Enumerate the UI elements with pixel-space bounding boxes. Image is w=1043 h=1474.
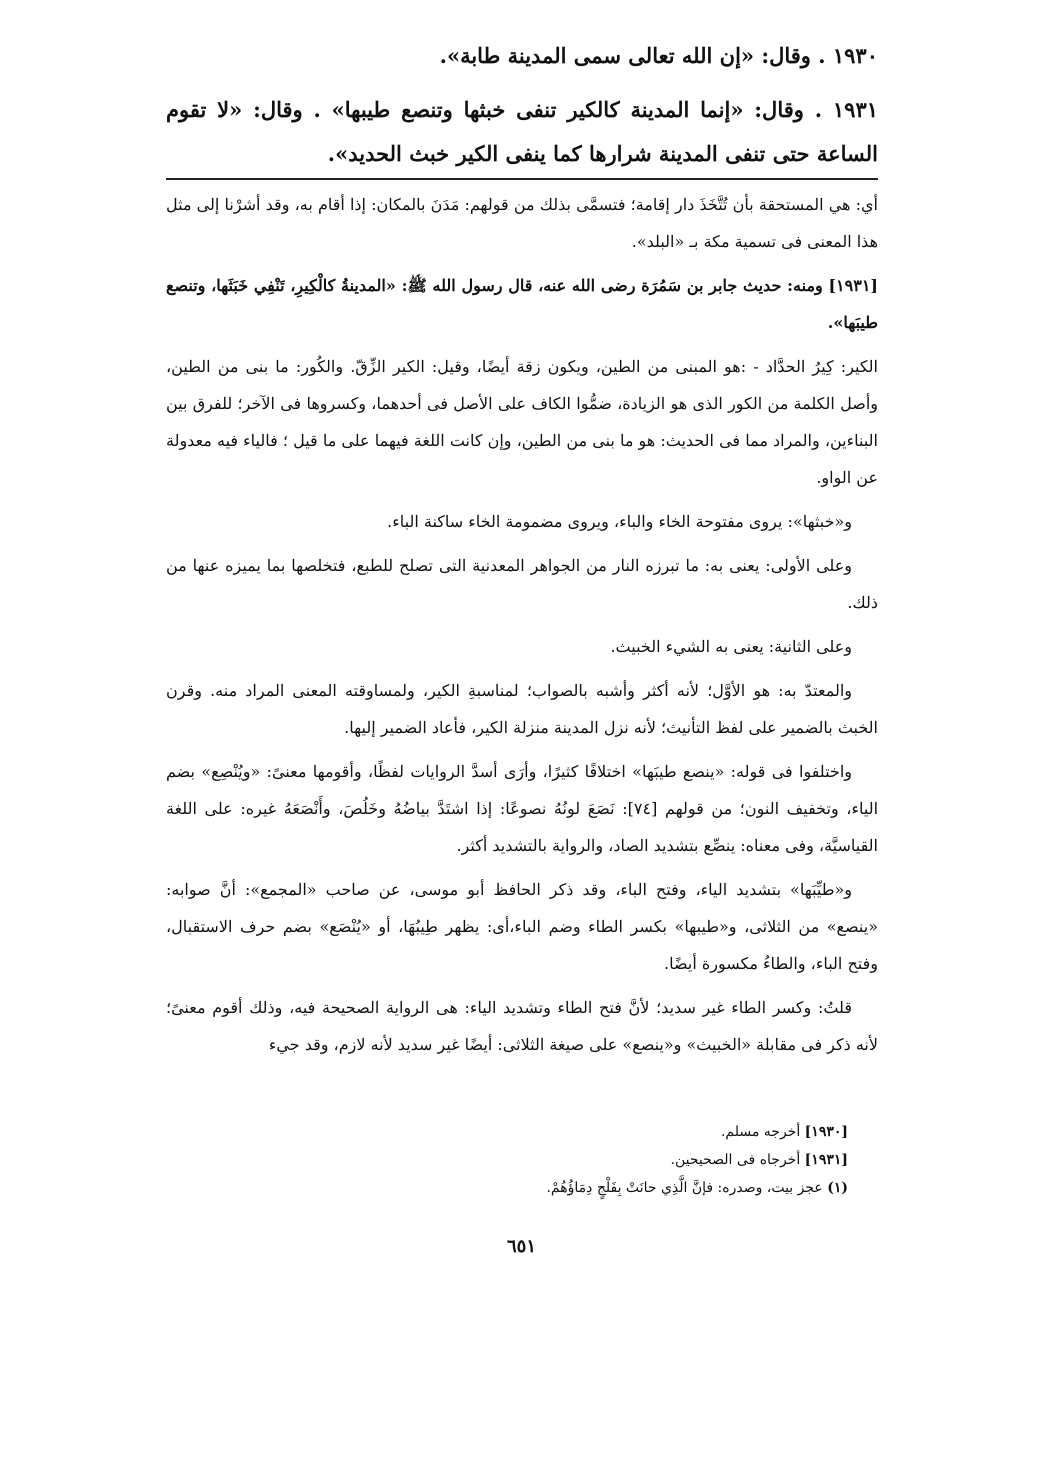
footnote xyxy=(166,1118,878,1146)
footnote-ref: [١٩٣١] xyxy=(804,1152,848,1168)
footnote-ref: [١٩٣٠] xyxy=(804,1124,848,1140)
commentary-paragraph: وعلى الأولى: يعنى به: ما تبرزه النار من الجواهر المعدنية التى تصلح للطبع، فتخلصها بما يميزه عنها من ذلك. xyxy=(166,556,878,612)
commentary-paragraph: و«طيِّبَها» بتشديد الياء، وفتح الباء، وقد ذكر الحافظ أبو موسى، عن صاحب «المجمع»: أنَّ صوابه: «ينصع» من الثلاثى، و«طيبها» بكسر الطاء وضم الباء،أى: يظهر طِيبُهَا، أو «يُنْصَع» بضم حرف الاستقبال، وفتح الباء، والطاءُ مكسورة أيضًا. xyxy=(166,880,878,973)
commentary-paragraph: وعلى الثانية: يعنى به الشيء الخبيث. xyxy=(610,637,852,656)
commentary-paragraph: و«خبثها»: يروى مفتوحة الخاء والباء، ويروى مضمومة الخاء ساكنة الباء. xyxy=(387,512,852,531)
commentary-paragraph: الكير: كِيرُ الحدَّاد - :هو المبنى من الطين، ويكون زقة أيضًا، وقيل: الكير الزِّقّ. والكُور: ما بنى من الطين، وأصل الكلمة من الكور الذى هو الزيادة، ضمُّوا الكاف على الأصل فى أحدهما، وكسروها فى الآخر؛ للفرق بين البناءين، والمراد مما فى الحديث: هو ما بنى من الطين، وإن كانت اللغة فيهما على ما قيل ؛ فالياء فيه معدولة عن الواو. xyxy=(166,357,879,487)
commentary-paragraph: واختلفوا فى قوله: «ينصع طيبَها» اختلافًا كثيرًا، وأرَى أسدَّ الروايات لفظًا، وأقومها معنىً: «ويُنْصِع» بضم الياء، وتخفيف النون؛ من قولهم [٧٤]: نَصَعَ لونُهُ نصوعًا: إذا اشتَدَّ بياضُهُ وخَلُصَ، وأَنْصَعَهُ غيره: على اللغة القياسيَّة، وفى معناه: ينصِّع بتشديد الصاد، والرواية بالتشديد أكثر. xyxy=(166,762,879,855)
footnote-text: أخرجاه فى الصحيحين. xyxy=(670,1152,801,1168)
footnote-text: أخرجه مسلم. xyxy=(720,1124,801,1140)
footnote-ref: (١) xyxy=(827,1180,848,1196)
section-divider xyxy=(166,178,878,180)
page-number: ٦٥١ xyxy=(506,1236,536,1257)
hadith-text: وقال: «إن الله تعالى سمى المدينة طابة». xyxy=(439,43,811,68)
commentary-paragraph: أي: هي المستحقة بأن تُتَّخَذَ دار إقامة؛ فتسمَّى بذلك من قولهم: مَدَنَ بالمكان: إذا أقام به، وقد أشرْنا إلى مثل هذا المعنى فى تسمية مكة بـ «البلد». xyxy=(166,195,878,251)
hadith-number: ١٩٣١ xyxy=(832,97,879,122)
commentary-paragraph: والمعتدّ به: هو الأوَّل؛ لأنه أكثر وأشبه بالصواب؛ لمناسبةِ الكير، ولمساوقته المعنى المراد منه. وقرن الخبث بالضمير على لفظ التأنيث؛ لأنه نزل المدينة منزلة الكير، فأعاد الضمير إليها. xyxy=(166,681,878,737)
footnote xyxy=(166,1174,878,1202)
footnote-text: عجز بيت، وصدره: فإنَّ الَّذِي حانَتْ بِفَلْجٍ دِمَاؤُهُمْ. xyxy=(546,1180,823,1196)
hadith-number: ١٩٣٠ xyxy=(832,43,878,68)
hadith-text: وقال: «إنما المدينة كالكير تنفى خبثها وتنصع طيبها» . وقال: «لا تقوم الساعة حتى تنفى المدينة شرارها كما ينفى الكير خبث الحديد». xyxy=(166,97,878,166)
footnote xyxy=(166,1146,878,1174)
hadith-1931 xyxy=(166,88,878,176)
footnotes xyxy=(166,1118,878,1202)
commentary-paragraph: قلتُ: وكسر الطاء غير سديد؛ لأنَّ فتح الطاء وتشديد الياء: هى الرواية الصحيحة فيه، وذلك أقوم معنىً؛ لأنه ذكر فى مقابلة «الخبيث» و«ينصع» على صيغة الثلاثى: أيضًا غير سديد لأنه لازم، وقد جيء xyxy=(166,998,878,1054)
hadith-separator: . xyxy=(814,97,823,122)
hadith-1930 xyxy=(166,34,878,78)
commentary xyxy=(166,186,878,1070)
hadith-separator: . xyxy=(818,43,826,68)
commentary-hadith-reference: [١٩٣١] ومنه: حديث جابر بن سَمُرَة رضى الله عنه، قال رسول الله ﷺ: «المدينةُ كالْكِيرِ، تَنْفِي خَبَثَها، وتنصع طيبَها». xyxy=(166,276,878,332)
